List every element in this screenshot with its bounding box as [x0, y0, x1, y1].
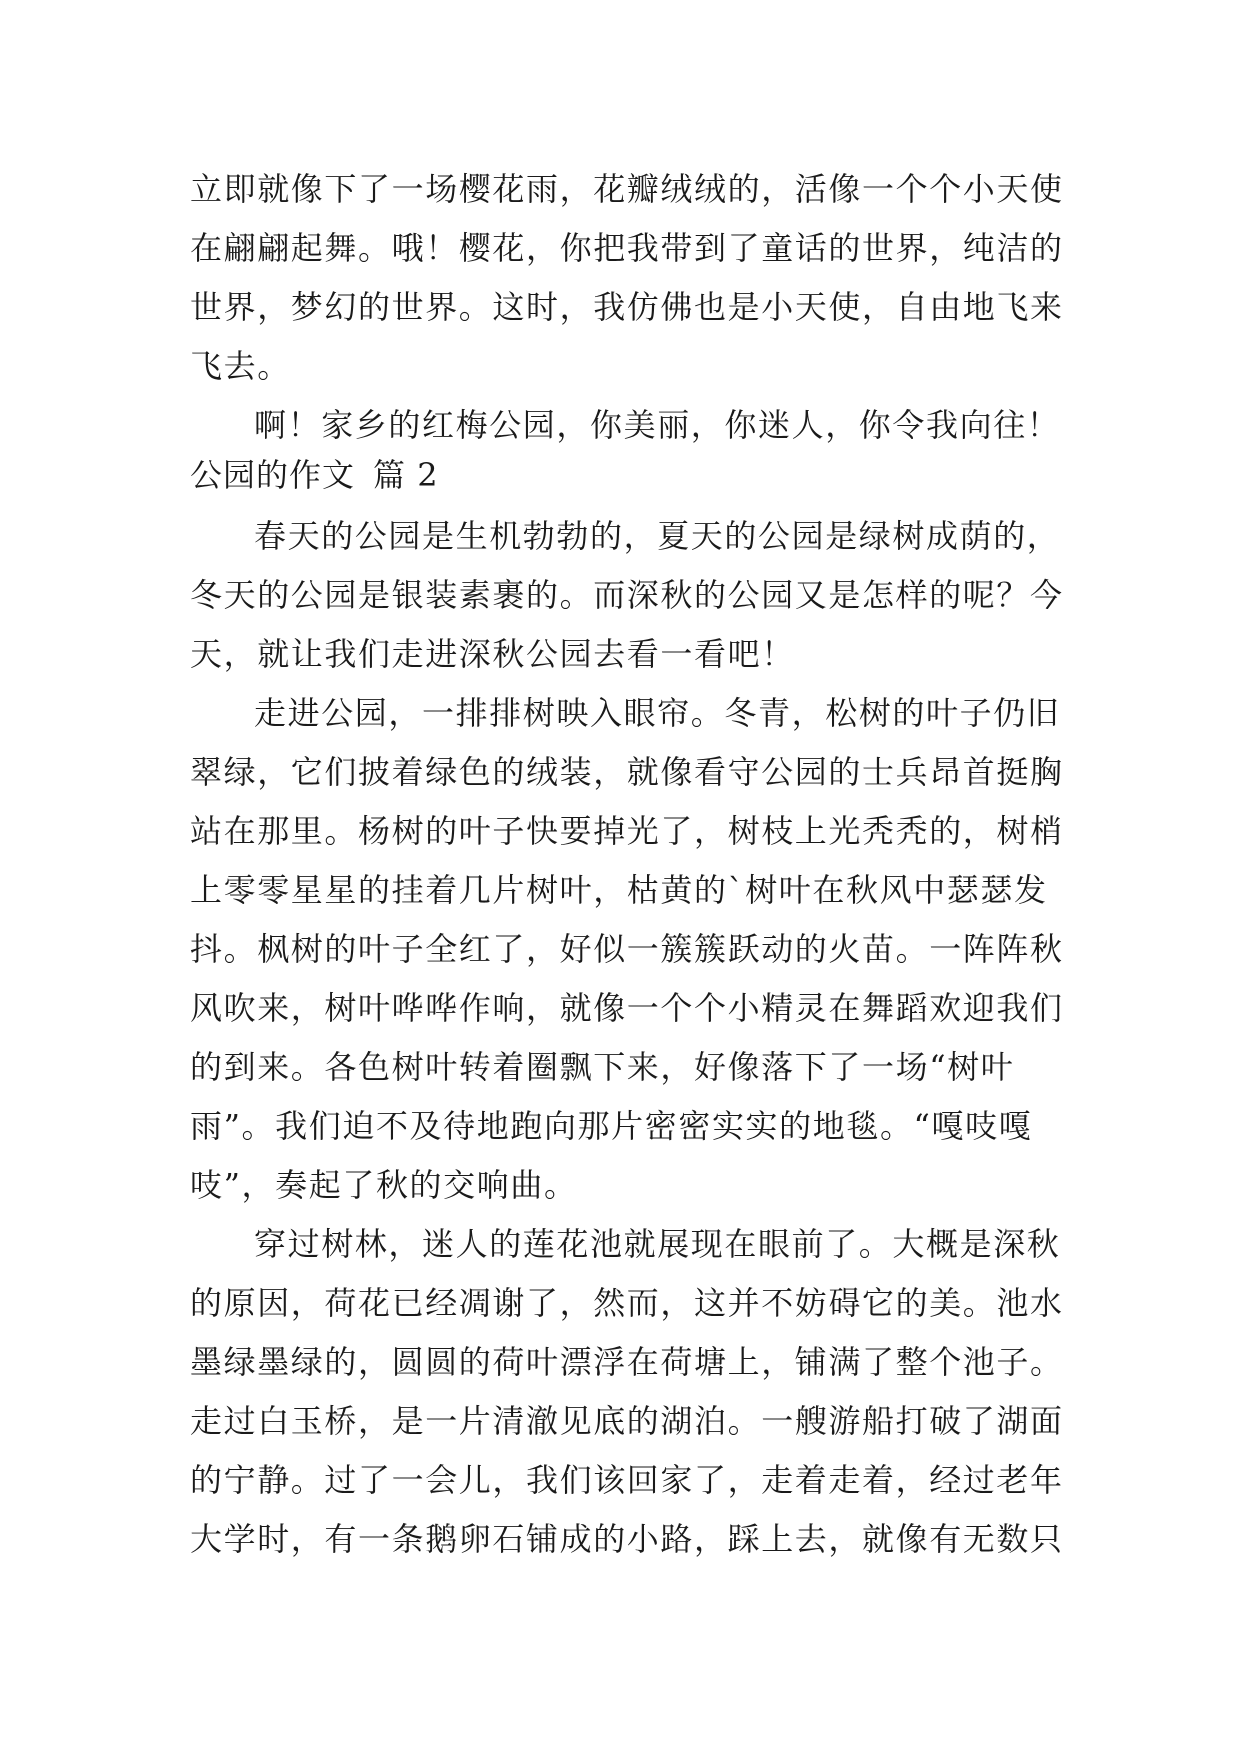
text-line: 立即就像下了一场樱花雨，花瓣绒绒的，活像一个个小天使	[190, 170, 1064, 208]
text-line: 雨”。我们迫不及待地跑向那片密密实实的地毯。“嘎吱嘎	[190, 1107, 1033, 1145]
document-body	[190, 160, 1070, 1569]
text-line: 春天的公园是生机勃勃的，夏天的公园是绿树成荫的，	[254, 517, 1061, 555]
text-line: 穿过树林，迷人的莲花池就展现在眼前了。大概是深秋	[254, 1225, 1061, 1263]
text-line: 翠绿，它们披着绿色的绒装，就像看守公园的士兵昂首挺胸	[190, 753, 1064, 791]
text-line: 的宁静。过了一会儿，我们该回家了，走着走着，经过老年	[190, 1461, 1064, 1499]
text-line: 的到来。各色树叶转着圈飘下来，好像落下了一场“树叶	[190, 1048, 1015, 1086]
text-line: 在翩翩起舞。哦！樱花，你把我带到了童话的世界，纯洁的	[190, 229, 1064, 267]
text-line: 上零零星星的挂着几片树叶，枯黄的`树叶在秋风中瑟瑟发	[190, 871, 1048, 909]
text-line: 的原因，荷花已经凋谢了，然而，这并不妨碍它的美。池水	[190, 1284, 1064, 1322]
section-heading	[190, 455, 1070, 507]
text-line: 世界，梦幻的世界。这时，我仿佛也是小天使，自由地飞来	[190, 288, 1064, 326]
text-line: 站在那里。杨树的叶子快要掉光了，树枝上光秃秃的，树梢	[190, 812, 1064, 850]
text-line: 大学时，有一条鹅卵石铺成的小路，踩上去，就像有无数只	[190, 1520, 1064, 1558]
text-line: 天，就让我们走进深秋公园去看一看吧！	[190, 635, 795, 673]
section-number: 篇 2	[373, 456, 439, 494]
text-line: 飞去。	[190, 347, 291, 385]
section-title: 公园的作文	[190, 456, 356, 494]
text-line: 冬天的公园是银装素裹的。而深秋的公园又是怎样的呢？今	[190, 576, 1064, 614]
text-line: 走过白玉桥，是一片清澈见底的湖泊。一艘游船打破了湖面	[190, 1402, 1064, 1440]
text-line: 走进公园，一排排树映入眼帘。冬青，松树的叶子仍旧	[254, 694, 1061, 732]
text-line: 吱”，奏起了秋的交响曲。	[190, 1166, 578, 1204]
text-line: 墨绿墨绿的，圆圆的荷叶漂浮在荷塘上，铺满了整个池子。	[190, 1343, 1064, 1381]
text-line: 抖。枫树的叶子全红了，好似一簇簇跃动的火苗。一阵阵秋	[190, 930, 1064, 968]
text-line: 风吹来，树叶哗哗作响，就像一个个小精灵在舞蹈欢迎我们	[190, 989, 1064, 1027]
text-line: 啊！家乡的红梅公园，你美丽，你迷人，你令我向往！	[254, 406, 1061, 444]
